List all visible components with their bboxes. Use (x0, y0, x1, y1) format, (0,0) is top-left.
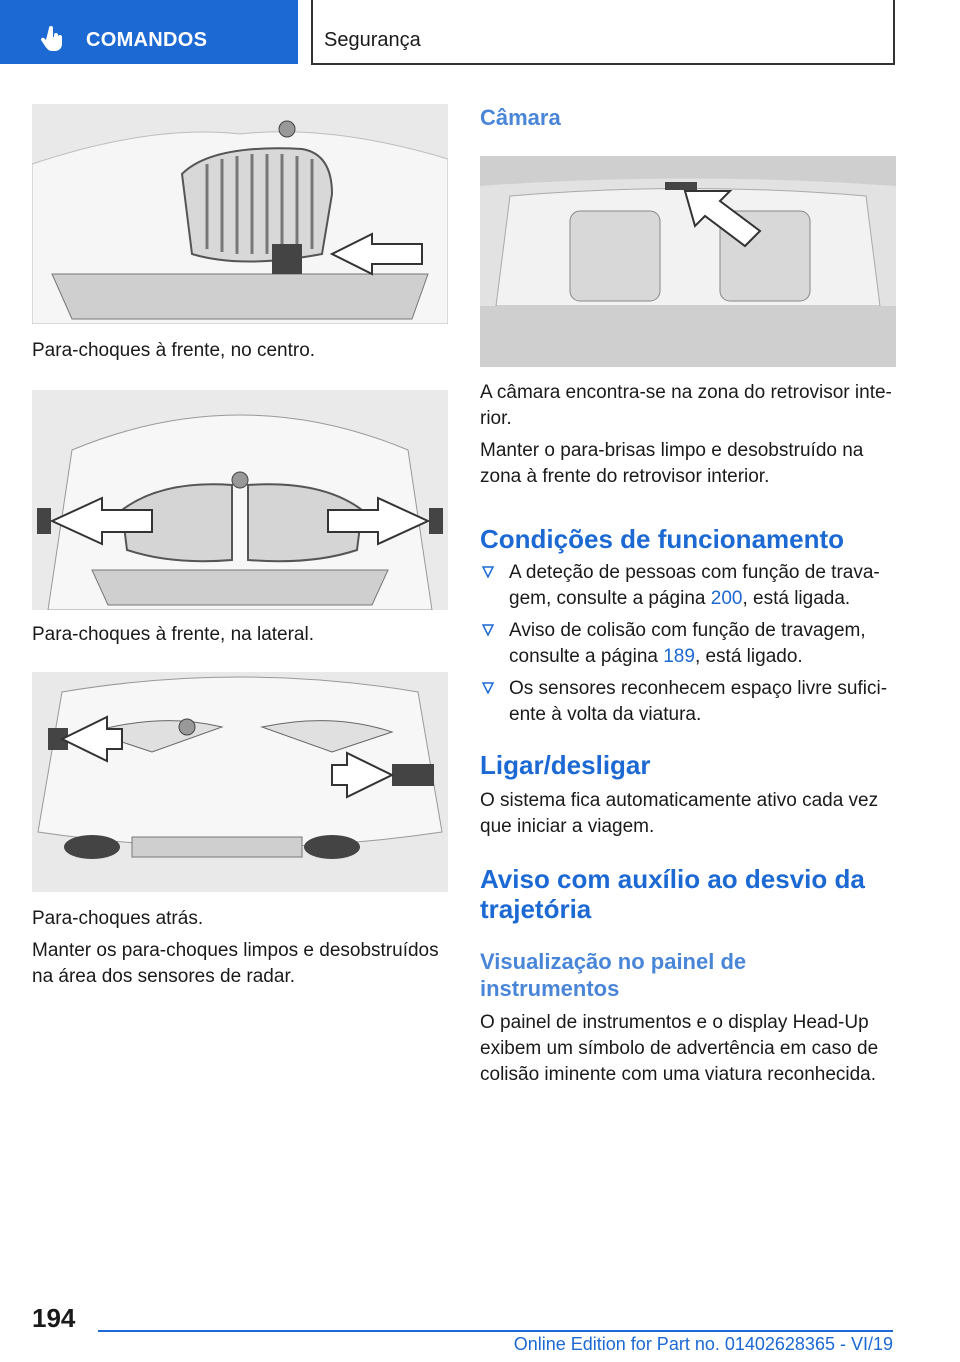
lane-text-line2: exibem um símbolo de advertência em caso de (480, 1038, 879, 1059)
onoff-heading: Ligar/desligar (480, 750, 651, 780)
camera-location-image (480, 156, 896, 367)
edition-note: Online Edition for Part no. 01402628365 - VI/19 (513, 1334, 893, 1354)
page-number: 194 (32, 1303, 76, 1333)
triangle-bullet-icon (482, 566, 494, 578)
header-underline (311, 63, 895, 65)
conditions-heading: Condições de funcionamento (480, 524, 845, 554)
lane-text-line3: colisão iminente com uma viatura reconhecida. (480, 1064, 877, 1085)
header-divider (311, 0, 313, 64)
camera-text-line4: zona à frente do retrovisor interior. (480, 466, 770, 487)
section-title: Segurança (324, 29, 421, 51)
camera-text-line3: Manter o para-brisas limpo e desobstruído na (480, 440, 864, 461)
list-item-line2: gem, consulte a página 200, está ligada. (509, 588, 851, 609)
lane-text-line1: O painel de instrumentos e o display Head-Up (480, 1012, 869, 1033)
caption-front-center: Para-choques à frente, no centro. (32, 340, 316, 361)
rear-bumper-image (32, 672, 448, 892)
footer-rule (98, 1330, 893, 1332)
lane-heading-line2: trajetória (480, 894, 592, 924)
caption-front-lateral: Para-choques à frente, na lateral. (32, 624, 315, 645)
radar-sensors-note-line2: na área dos sensores de radar. (32, 966, 296, 987)
page-link-200[interactable]: 200 (710, 588, 743, 609)
onoff-text-line1: O sistema fica automaticamente ativo cada vez (480, 790, 879, 811)
page-link-189[interactable]: 189 (663, 646, 695, 667)
front-bumper-lateral-image (32, 390, 448, 610)
list-item (509, 676, 887, 728)
list-item-line2: consulte a página 189, está ligado. (509, 646, 803, 667)
chapter-tab[interactable] (0, 0, 298, 64)
list-item-line1: Aviso de colisão com função de travagem, (509, 620, 866, 641)
camera-heading: Câmara (480, 105, 561, 130)
header-divider (893, 0, 895, 64)
list-item (509, 560, 880, 612)
hand-pointer-icon (40, 26, 66, 52)
instrument-panel-subheading-line1: Visualização no painel de (480, 949, 747, 974)
camera-text-line2: rior. (480, 408, 512, 429)
list-item (509, 618, 866, 670)
triangle-bullet-icon (482, 624, 494, 636)
lane-heading-line1: Aviso com auxílio ao desvio da (480, 864, 865, 894)
triangle-bullet-icon (482, 682, 494, 694)
chapter-tab-label: COMANDOS (86, 29, 208, 51)
list-item-line1: Os sensores reconhecem espaço livre sufici- (509, 678, 888, 699)
front-bumper-center-image (32, 104, 448, 324)
camera-text-line1: A câmara encontra-se na zona do retrovisor inte- (480, 382, 892, 403)
caption-rear: Para-choques atrás. (32, 908, 204, 929)
list-item-line1: A deteção de pessoas com função de trava- (509, 562, 880, 583)
list-item-line2: ente à volta da viatura. (509, 704, 702, 725)
radar-sensors-note-line1: Manter os para-choques limpos e desobstruídos (32, 940, 439, 961)
onoff-text-line2: que iniciar a viagem. (480, 816, 655, 837)
instrument-panel-subheading-line2: instrumentos (480, 976, 620, 1001)
